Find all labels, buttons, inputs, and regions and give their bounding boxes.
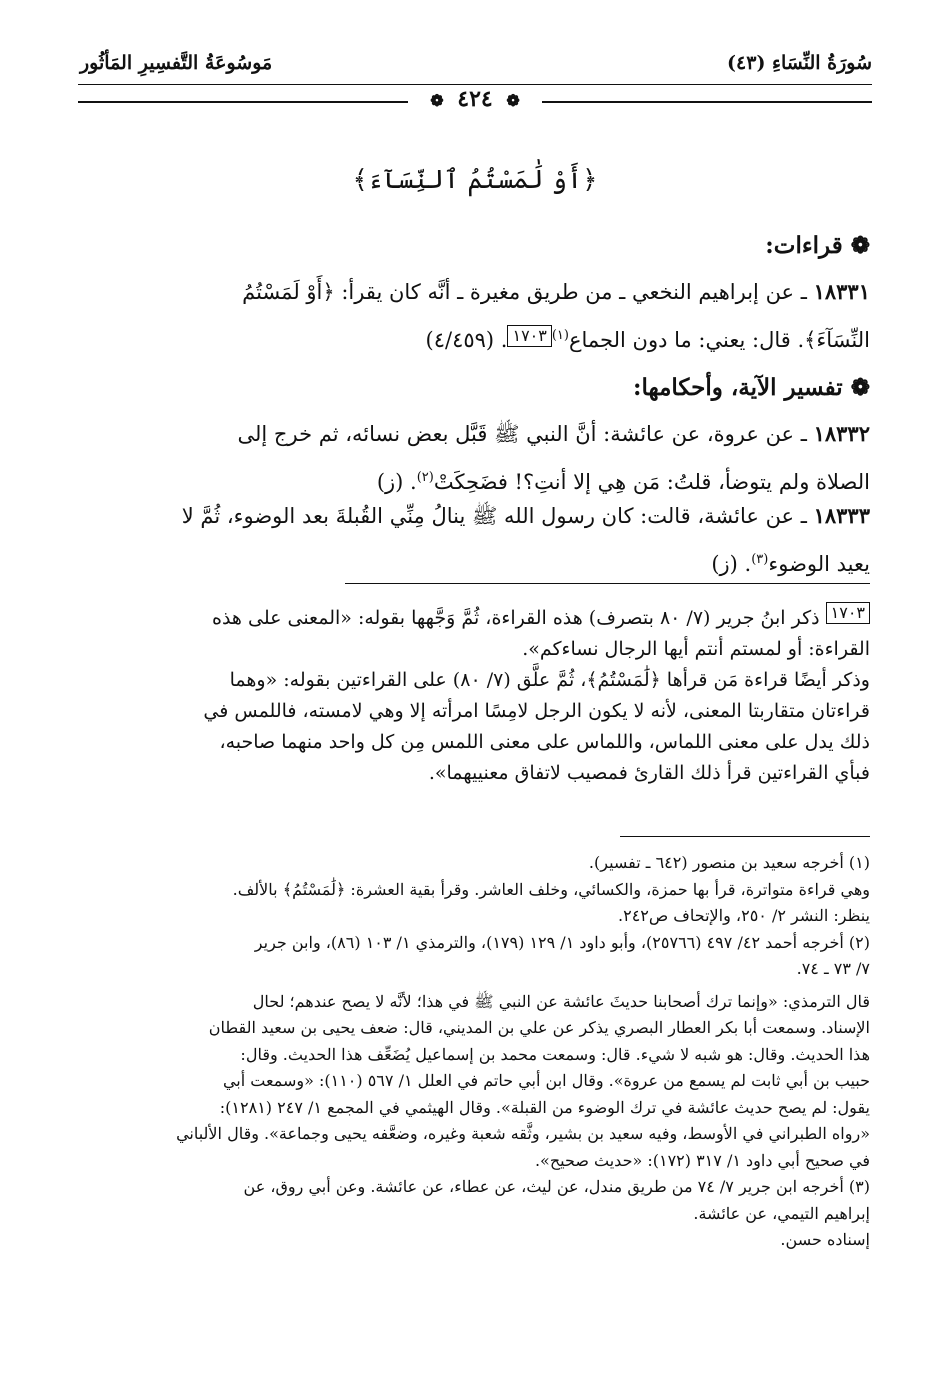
- commentary-line: قراءتان متقاربتا المعنى، لأنه لا يكون الرجل لامِسًا امرأته إلا وهي لامسته، فاللمس في: [203, 700, 870, 722]
- commentary-line: [64, 602, 870, 634]
- footnote-line: (٣) أخرجه ابن جرير ٧/ ٧٤ من طريق مندل، عن ليث، عن عطاء، عن عائشة. وعن أبي روق، عن: [243, 1177, 870, 1196]
- footnote-ref[interactable]: (٣): [751, 552, 769, 567]
- footnote-line: يقول: لم يصح حديث عائشة في ترك الوضوء من القبلة». وقال الهيثمي في المجمع ١/ ٢٤٧ (١٢٨١):: [219, 1097, 870, 1117]
- header-rule: [78, 84, 872, 85]
- book-title: مَوسُوعَةُ التَّفسِيرِ المَأثُور: [80, 52, 273, 74]
- narration-line: [64, 412, 870, 456]
- narration-18333: [64, 494, 870, 586]
- narration-number: ١٨٣٣١: [813, 279, 870, 304]
- separator-line: [345, 583, 870, 584]
- narration-line: [64, 270, 870, 314]
- narration-line: [64, 314, 870, 362]
- narration-line: [64, 538, 870, 586]
- narration-text: النِّسَآءَ﴾. قال: يعني: ما دون الجماع: [568, 328, 870, 352]
- page-number: ٤٢٤: [457, 86, 493, 112]
- narration-line: [64, 494, 870, 538]
- commentary-text: ذكر ابنُ جرير (٧/ ٨٠ بتصرف) هذه القراءة، ثُمَّ وَجَّهها بقوله: «المعنى على هذه: [212, 607, 826, 629]
- page-number-row: [0, 86, 950, 112]
- narration-text: ـ عن عروة، عن عائشة: أنَّ النبي ﷺ قَبَّل بعض نسائه، ثم خرج إلى: [237, 422, 814, 446]
- section-heading-tafsir: ❁ تفسير الآية، وأحكامها:: [633, 374, 870, 401]
- commentary-block: [64, 602, 870, 789]
- narration-text: ـ عن عائشة، قالت: كان رسول الله ﷺ ينالُ مِنِّي القُبلةَ بعد الوضوء، ثُمَّ لا: [181, 504, 814, 528]
- ornament-icon: ❁: [430, 91, 444, 110]
- footnote-line: ٧/ ٧٣ ـ ٧٤.: [796, 959, 870, 978]
- footnote-line: الإسناد. وسمعت أبا بكر العطار البصري يذكر عن علي بن المديني، قال: ضعف يحيى بن سعيد القطان: [208, 1018, 870, 1037]
- footnote-line: وهي قراءة متواترة، قرأ بها حمزة، والكسائي، وخلف العاشر. وقرأ بقية العشرة: ﴿لَٰمَسْتُمُ﴾ بالألف.: [232, 879, 870, 899]
- narration-source: . (ز): [711, 552, 752, 576]
- narration-source: . (٤/٤٥٩): [425, 328, 508, 352]
- footnote-separator: [620, 836, 870, 837]
- commentary-line: ذلك يدل على معنى اللماس، واللماس على معنى اللمس مِن كل واحد منهما صاحبه،: [219, 731, 870, 753]
- narration-text: ـ عن إبراهيم النخعي ـ من طريق مغيرة ـ أنَّه كان يقرأ: ﴿أَوْ لَمَسْتُمُ: [242, 280, 814, 304]
- surah-title: سُورَةُ النِّسَاءِ (٤٣): [727, 52, 872, 74]
- narration-text: الصلاة ولم يتوضأ، قلتُ: مَن هِي إلا أنتِ؟! فضَحِكَتْ: [433, 470, 870, 494]
- footnote-line: إسناده حسن.: [780, 1230, 870, 1249]
- commentary-box: ١٧٠٣: [826, 602, 870, 624]
- footnote-line: هذا الحديث. وقال: هو شبه لا شيء. قال: وسمعت محمد بن إسماعيل يُضَعِّف هذا الحديث. وقال:: [240, 1044, 870, 1064]
- narration-18332: [64, 412, 870, 504]
- footnote-ref[interactable]: (٢): [416, 470, 434, 485]
- section-heading-qiraat: ❁ قراءات:: [765, 232, 870, 259]
- narration-text: يعيد الوضوء: [768, 552, 870, 576]
- footnote-line: إبراهيم التيمي، عن عائشة.: [693, 1203, 870, 1223]
- narration-18331: [64, 270, 870, 362]
- commentary-line: وذكر أيضًا قراءة مَن قرأها ﴿لَٰمَسْتُمُ﴾، ثُمَّ علَّق (٧/ ٨٠) على القراءتين بقوله: «وهما: [229, 669, 870, 691]
- narration-number: ١٨٣٣٣: [813, 503, 870, 528]
- narration-source: . (ز): [376, 470, 417, 494]
- footnote-line: في صحيح أبي داود ١/ ٣١٧ (١٧٢): «حديث صحيح».: [534, 1150, 870, 1170]
- footnote-line: حبيب بن أبي ثابت لم يسمع من عروة». وقال ابن أبي حاتم في العلل ١/ ٥٦٧ (١١٠): «وسمعت أبي: [222, 1071, 870, 1090]
- narration-number: ١٨٣٣٢: [813, 421, 870, 446]
- footnote-line: «رواه الطبراني في الأوسط، وفيه سعيد بن بشير، وثَّقه شعبة وغيره، وضعَّفه يحيى وجماعة». وقال الألباني: [176, 1124, 870, 1143]
- footnote-line: (١) أخرجه سعيد بن منصور (٦٤٢ ـ تفسير).: [588, 853, 870, 872]
- ornament-icon: ❁: [506, 91, 520, 110]
- footnote-line: (٢) أخرجه أحمد ٤٢/ ٤٩٧ (٢٥٧٦٦)، وأبو داود ١/ ١٢٩ (١٧٩)، والترمذي ١/ ١٠٣ (٨٦)، وابن جرير: [254, 932, 870, 952]
- commentary-line: القراءة: أو لمستم أنتم أيها الرجال نساءكم».: [522, 638, 870, 660]
- ayah-heading: ﴿أَوْ لَٰمَسْتُمُ ٱلنِّسَآءَ﴾: [352, 165, 598, 195]
- footnotes: [70, 850, 870, 1254]
- commentary-ref-box[interactable]: ١٧٠٣: [507, 325, 551, 347]
- footnote-line: ينظر: النشر ٢/ ٢٥٠، والإتحاف ص٢٤٢.: [618, 906, 870, 925]
- commentary-line: فبأي القراءتين قرأ ذلك القارئ فمصيب لاتفاق معنييهما».: [428, 762, 870, 784]
- footnote-ref[interactable]: (١): [551, 328, 569, 343]
- footnote-line: قال الترمذي: «وإنما ترك أصحابنا حديثَ عائشة عن النبي ﷺ في هذا؛ لأنَّه لا يصح عندهم؛ لحال: [252, 991, 870, 1011]
